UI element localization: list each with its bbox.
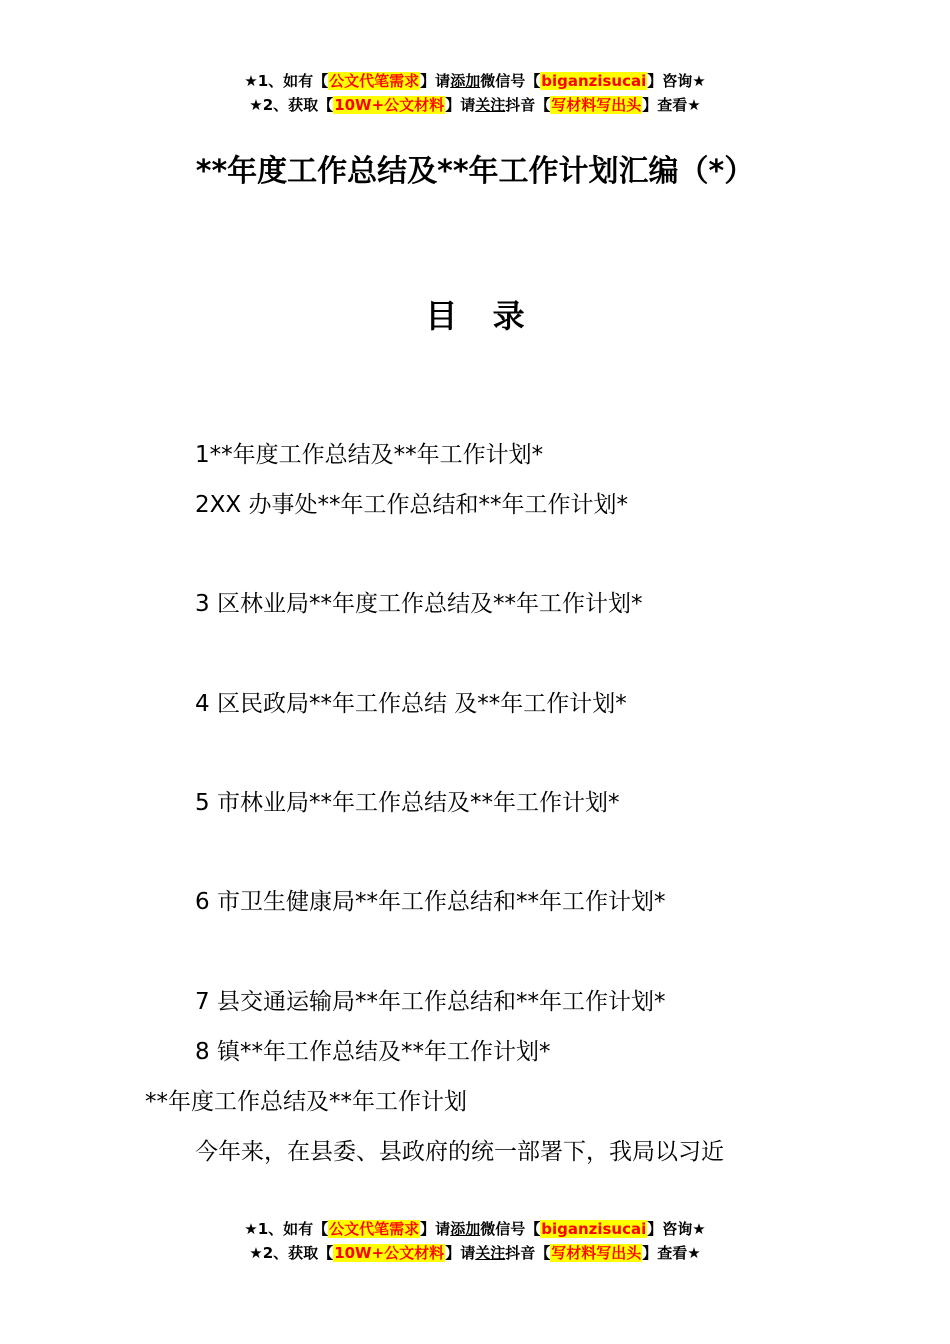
- footer-line-2-highlight-douyin: 写材料写出头: [551, 1244, 642, 1262]
- banner-line-1-suffix: 】咨询★: [647, 72, 706, 90]
- footer-line-1-highlight-service: 公文代笔需求: [329, 1220, 420, 1238]
- banner-line-2: [0, 93, 950, 117]
- footer-banner-line-1: [0, 1217, 950, 1241]
- banner-line-1-highlight-service: 公文代笔需求: [329, 72, 420, 90]
- banner-line-2-suffix: 】查看★: [642, 96, 701, 114]
- banner-line-2-highlight-materials: 10W+公文材料: [334, 96, 445, 114]
- banner-line-2-prefix: ★2、获取【: [249, 96, 334, 114]
- banner-line-1: [0, 69, 950, 93]
- footer-line-1-mid: 】请: [420, 1220, 451, 1238]
- footer-banner: [0, 1217, 950, 1265]
- footer-line-2-underlined: 关注: [475, 1244, 506, 1262]
- header-banner: [0, 69, 950, 117]
- banner-line-2-underlined: 关注: [475, 96, 506, 114]
- toc-item-2: 2XX 办事处**年工作总结和**年工作计划*: [195, 492, 628, 518]
- banner-line-2-highlight-douyin: 写材料写出头: [551, 96, 642, 114]
- toc-item-6: 6 市卫生健康局**年工作总结和**年工作计划*: [195, 889, 666, 915]
- toc-heading: 目 录: [425, 297, 537, 335]
- banner-line-2-mid: 】请: [445, 96, 476, 114]
- footer-line-2-mid: 】请: [445, 1244, 476, 1262]
- section-title: **年度工作总结及**年工作计划: [145, 1089, 467, 1115]
- toc-item-7: 7 县交通运输局**年工作总结和**年工作计划*: [195, 989, 666, 1015]
- footer-line-1-underlined: 添加: [450, 1220, 481, 1238]
- banner-line-1-mid2: 微信号【: [480, 72, 541, 90]
- toc-item-1: 1**年度工作总结及**年工作计划*: [195, 442, 544, 468]
- footer-line-1-prefix: ★1、如有【: [244, 1220, 329, 1238]
- footer-line-1-mid2: 微信号【: [480, 1220, 541, 1238]
- banner-line-2-mid2: 抖音【: [505, 96, 551, 114]
- footer-line-1-suffix: 】咨询★: [647, 1220, 706, 1238]
- footer-line-2-suffix: 】查看★: [642, 1244, 701, 1262]
- footer-banner-line-2: [0, 1241, 950, 1265]
- toc-item-8: 8 镇**年工作总结及**年工作计划*: [195, 1039, 551, 1065]
- banner-line-1-underlined: 添加: [450, 72, 481, 90]
- footer-line-2-mid2: 抖音【: [505, 1244, 551, 1262]
- banner-line-1-prefix: ★1、如有【: [244, 72, 329, 90]
- footer-line-2-prefix: ★2、获取【: [249, 1244, 334, 1262]
- footer-line-1-highlight-wechat: biganzisucai: [541, 1220, 647, 1238]
- toc-item-4: 4 区民政局**年工作总结 及**年工作计划*: [195, 691, 627, 717]
- banner-line-1-mid: 】请: [420, 72, 451, 90]
- body-paragraph: 今年来，在县委、县政府的统一部署下，我局以习近: [195, 1139, 724, 1165]
- toc-item-3: 3 区林业局**年度工作总结及**年工作计划*: [195, 591, 643, 617]
- banner-line-1-highlight-wechat: biganzisucai: [541, 72, 647, 90]
- document-title: **年度工作总结及**年工作计划汇编（*）: [195, 154, 755, 189]
- footer-line-2-highlight-materials: 10W+公文材料: [334, 1244, 445, 1262]
- toc-item-5: 5 市林业局**年工作总结及**年工作计划*: [195, 790, 620, 816]
